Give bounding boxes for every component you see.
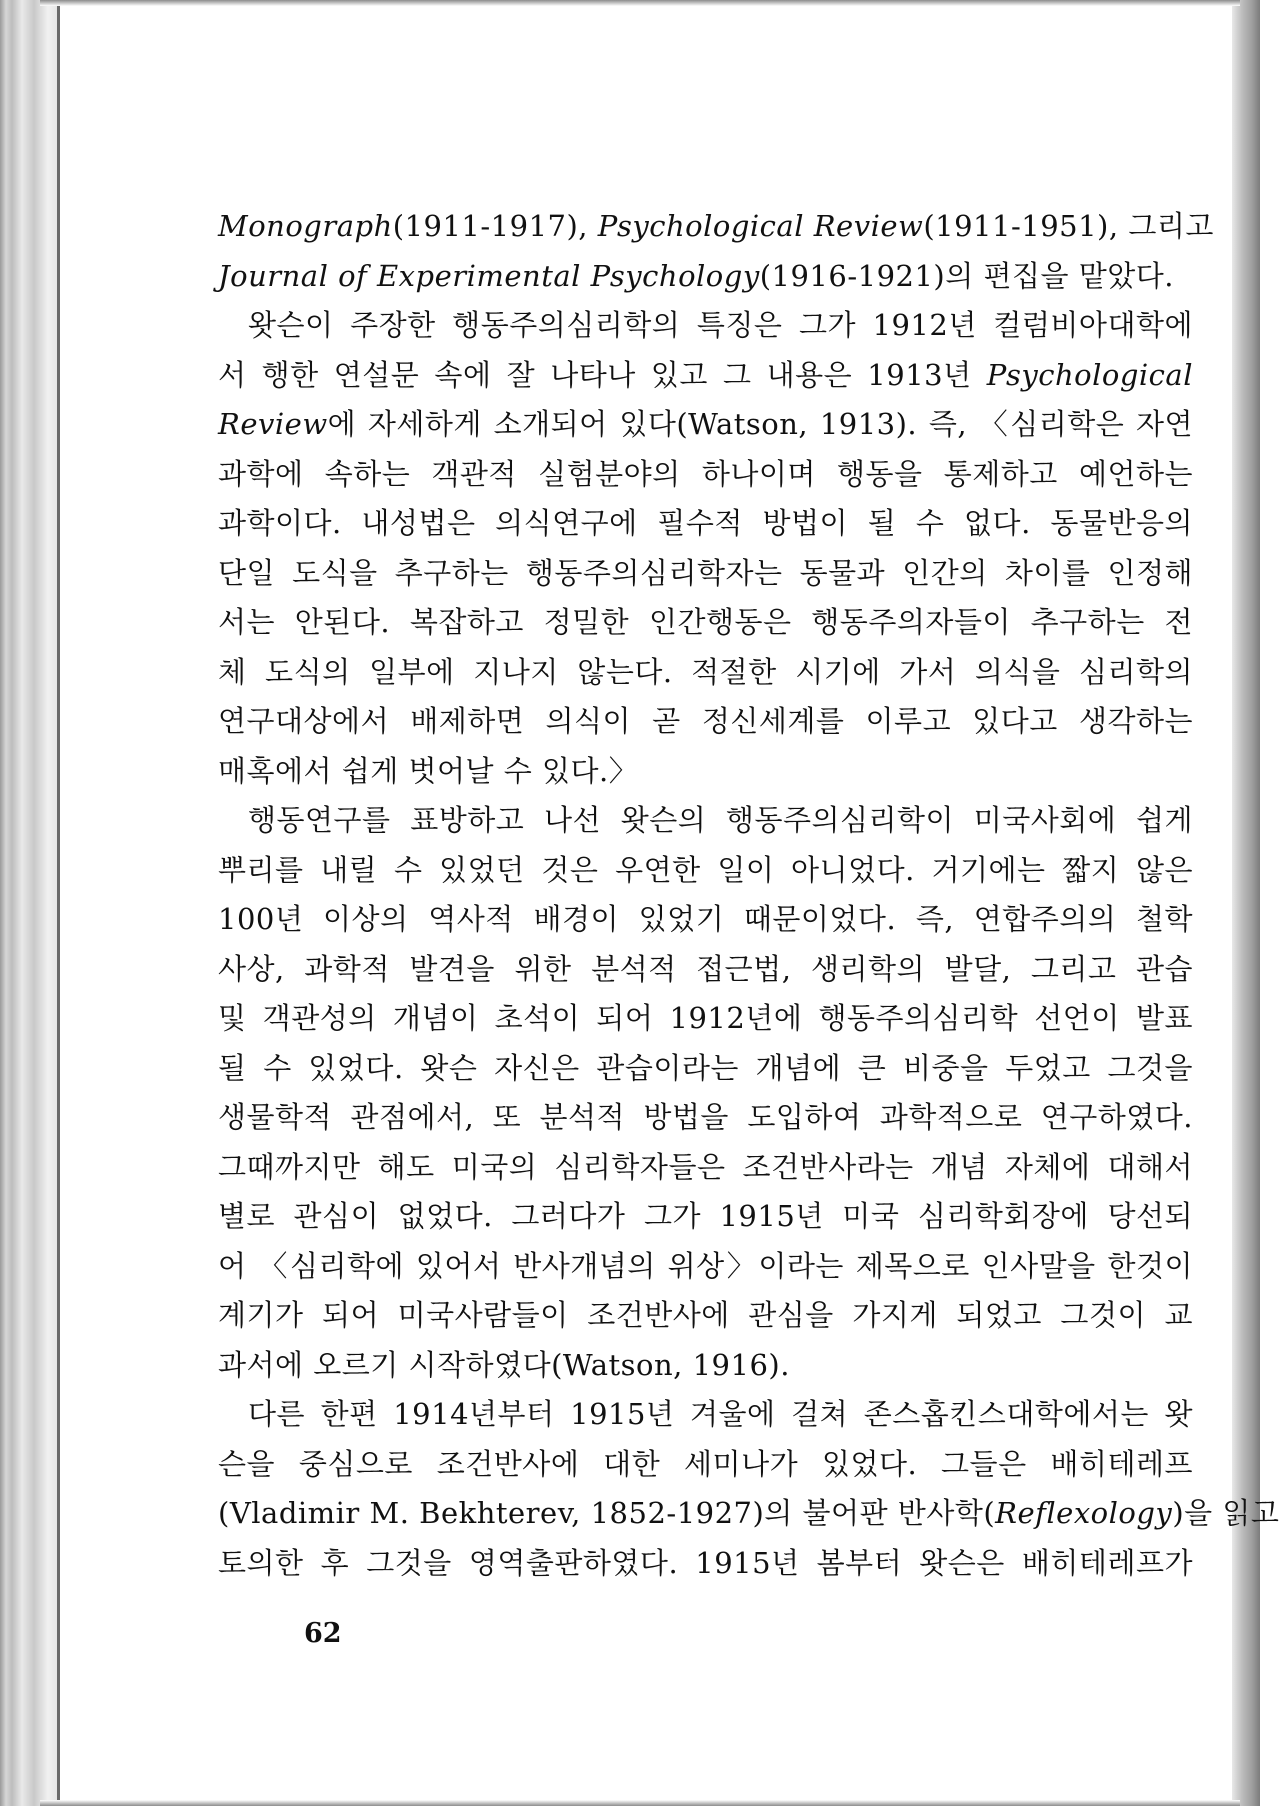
text-segment: (1911-1917),: [392, 209, 598, 243]
book-page: [62, 6, 1279, 1800]
text-segment: 별로 관심이 없었다. 그러다가 그가 1915년 미국 심리학회장에 당선되: [218, 1199, 1193, 1233]
book-bottom-edge: [40, 1800, 1240, 1806]
text-line: [218, 1044, 1193, 1094]
text-line: [218, 1242, 1193, 1292]
text-line: [218, 697, 1193, 747]
text-segment: (1916-1921)의 편집을 맡았다.: [759, 258, 1175, 293]
book-left-edge: [0, 0, 60, 1806]
text-segment: 토의한 후 그것을 영역출판하였다. 1915년 봄부터 왓슨은 배히테레프가: [218, 1545, 1193, 1580]
page-number: 62: [304, 1618, 342, 1649]
text-segment: 계기가 되어 미국사람들이 조건반사에 관심을 가지게 되었고 그것이 교: [218, 1298, 1193, 1332]
book-right-edge: [1232, 0, 1260, 1806]
text-line: [218, 450, 1193, 500]
text-segment: 될 수 있었다. 왓슨 자신은 관습이라는 개념에 큰 비중을 두었고 그것을: [218, 1050, 1193, 1085]
italic-title: Monograph: [218, 209, 393, 243]
text-segment: 에 자세하게 소개되어 있다(Watson, 1913). 즉, 〈심리학은 자연: [327, 407, 1193, 441]
text-segment: 과학이다. 내성법은 의식연구에 필수적 방법이 될 수 없다. 동물반응의: [218, 506, 1193, 540]
italic-title: Psychological Review: [597, 209, 924, 243]
text-line: [218, 994, 1193, 1044]
text-line: [218, 648, 1193, 698]
text-line: [218, 252, 1193, 302]
text-segment: 사상, 과학적 발견을 위한 분석적 접근법, 생리학의 발달, 그리고 관습: [218, 951, 1193, 986]
text-line: [218, 1539, 1193, 1589]
italic-title: Reflexology: [995, 1496, 1173, 1530]
text-line: [218, 351, 1193, 401]
text-segment: )을 읽고: [1172, 1496, 1279, 1530]
text-segment: 그때까지만 해도 미국의 심리학자들은 조건반사라는 개념 자체에 대해서: [218, 1149, 1193, 1184]
text-line: [218, 400, 1193, 450]
italic-title: Journal of Experimental Psychology: [218, 258, 760, 293]
text-segment: 서는 안된다. 복잡하고 정밀한 인간행동은 행동주의자들이 추구하는 전: [218, 605, 1193, 639]
text-line: [218, 1143, 1193, 1193]
text-segment: 뿌리를 내릴 수 있었던 것은 우연한 일이 아니었다. 거기에는 짧지 않은: [218, 852, 1193, 887]
text-line: [218, 301, 1193, 351]
text-line: [218, 1341, 1193, 1391]
text-segment: 단일 도식을 추구하는 행동주의심리학자는 동물과 인간의 차이를 인정해: [218, 555, 1193, 590]
italic-title: Psychological: [986, 357, 1193, 392]
text-segment: 생물학적 관점에서, 또 분석적 방법을 도입하여 과학적으로 연구하였다.: [218, 1100, 1193, 1134]
text-line: [218, 846, 1193, 896]
text-line: [218, 1390, 1193, 1440]
text-line: [218, 1489, 1279, 1539]
italic-title: Review: [218, 407, 328, 441]
text-segment: 과학에 속하는 객관적 실험분야의 하나이며 행동을 통제하고 예언하는: [218, 456, 1193, 491]
text-segment: 서 행한 연설문 속에 잘 나타나 있고 그 내용은 1913년: [218, 357, 987, 392]
text-line: [218, 549, 1193, 599]
text-segment: 연구대상에서 배제하면 의식이 곧 정신세계를 이루고 있다고 생각하는: [218, 704, 1193, 738]
text-segment: 체 도식의 일부에 지나지 않는다. 적절한 시기에 가서 의식을 심리학의: [218, 654, 1193, 689]
text-segment: 슨을 중심으로 조건반사에 대한 세미나가 있었다. 그들은 배히테레프: [218, 1446, 1193, 1481]
text-segment: 어 〈심리학에 있어서 반사개념의 위상〉이라는 제목으로 인사말을 한것이: [218, 1248, 1193, 1283]
text-segment: 다른 한편 1914년부터 1915년 겨울에 걸쳐 존스홉킨스대학에서는 왓: [248, 1397, 1193, 1431]
text-line: [218, 499, 1193, 549]
text-segment: 왓슨이 주장한 행동주의심리학의 특징은 그가 1912년 컬럼비아대학에: [248, 308, 1193, 342]
text-line: [218, 1192, 1193, 1242]
text-segment: 100년 이상의 역사적 배경이 있었기 때문이었다. 즉, 연합주의의 철학: [218, 902, 1193, 936]
text-line: [218, 1440, 1193, 1490]
text-line: [218, 202, 1214, 252]
text-segment: 및 객관성의 개념이 초석이 되어 1912년에 행동주의심리학 선언이 발표: [218, 1001, 1193, 1035]
text-segment: 매혹에서 쉽게 벗어날 수 있다.〉: [218, 753, 639, 788]
text-segment: (1911-1951), 그리고: [923, 209, 1214, 243]
text-line: [218, 796, 1193, 846]
text-line: [218, 945, 1193, 995]
text-line: [218, 747, 1193, 797]
text-line: [218, 598, 1193, 648]
text-line: [218, 895, 1193, 945]
text-segment: (Vladimir M. Bekhterev, 1852-1927)의 불어판 반사학(: [218, 1496, 996, 1530]
text-line: [218, 1093, 1193, 1143]
text-segment: 행동연구를 표방하고 나선 왓슨의 행동주의심리학이 미국사회에 쉽게: [248, 803, 1193, 837]
text-line: [218, 1291, 1193, 1341]
text-segment: 과서에 오르기 시작하였다(Watson, 1916).: [218, 1347, 790, 1382]
body-text: [218, 202, 1279, 1588]
